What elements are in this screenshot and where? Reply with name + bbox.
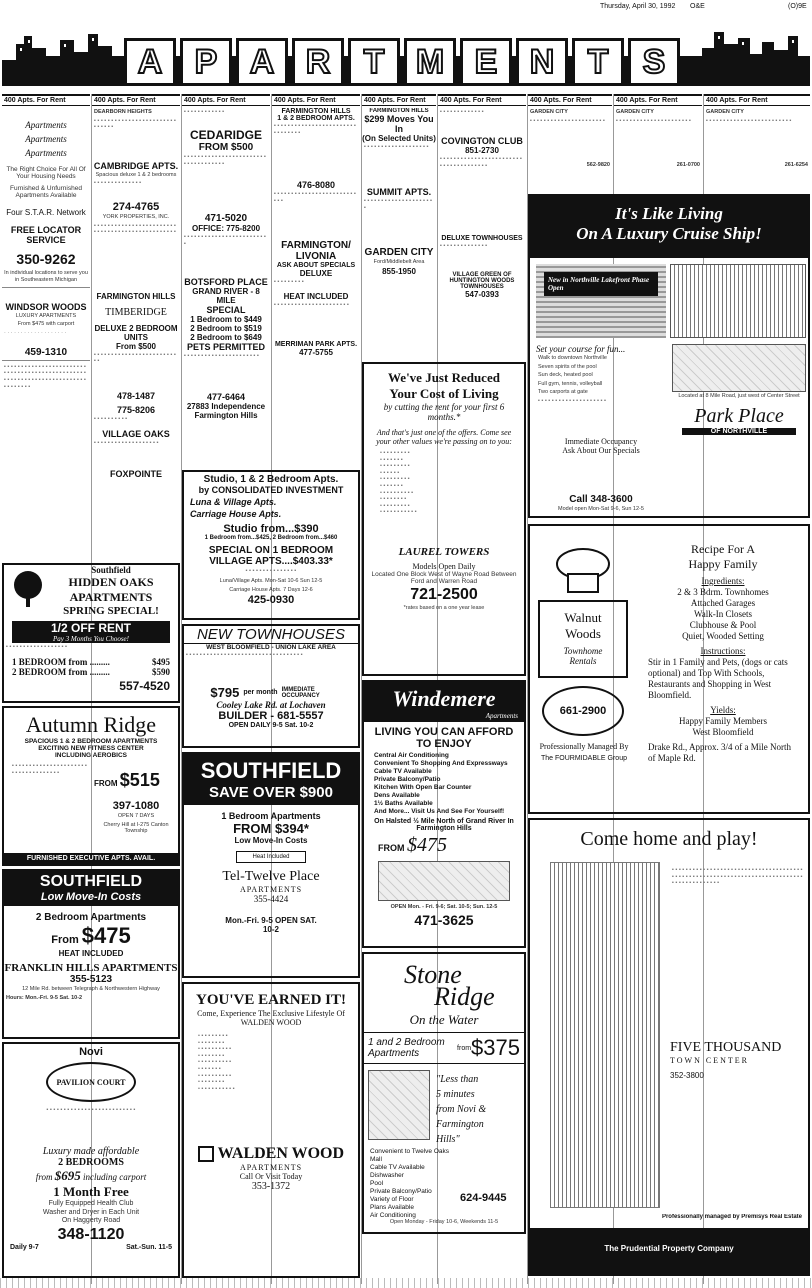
ad-text: LUXURY APARTMENTS (15, 312, 77, 319)
ad-headline: YOU'VE EARNED IT! (195, 992, 346, 1008)
tel-twelve-ad (182, 752, 360, 978)
ad-text: INCLUDING AEROBICS (55, 752, 127, 759)
ad-text: APARTMENTS (239, 1163, 303, 1172)
ad-bullet: Convenient To Shopping And Expressways (374, 760, 508, 767)
ad-text: Washer and Dryer in Each Unit (42, 1208, 140, 1216)
issue-date: Thursday, April 30, 1992 (600, 3, 676, 10)
ad-bullet: Clubhouse & Pool (689, 620, 757, 630)
new-townhouses-ad: NEW TOWNHOUSES WEST BLOOMFIELD - UNION LAKE AREA ▪ ▪ ▪ ▪ ▪ ▪ ▪ ▪ ▪ ▪ ▪ ▪ ▪ ▪ ▪ ▪ ▪ ▪ ▪ ▪ ▪ ▪ ▪ ▪ ▪ ▪ ▪ ▪ ▪ ▪ ▪ ▪ ▪ ▪ $795 per month IMMEDIATE OCCUPANCY Cooley Lake Rd. at Lochaven BUILDER - 681-5557 OPEN DAILY 9-5 Sat. 10-2 (182, 624, 360, 748)
rent-line: 2 BEDROOM from ......... (12, 667, 110, 677)
ad-price: 1 Bedroom to $449 (190, 315, 262, 324)
ad-headline: SOUTHFIELD (184, 754, 358, 784)
phone-number: 851-2730 (465, 146, 499, 155)
phone-number: 661-2900 (542, 686, 624, 736)
walden-logo: WALDEN WOOD (217, 1145, 345, 1162)
autumn-ridge-ad: Autumn Ridge SPACIOUS 1 & 2 BEDROOM APARTMENTS EXCITING NEW FITNESS CENTER INCLUDING AEROBICS ▪ ▪ ▪ ▪ ▪ ▪ ▪ ▪ ▪ ▪ ▪ ▪ ▪ ▪ ▪ ▪ ▪ ▪ ▪ ▪ ▪ ▪ ▪ ▪ ▪ ▪ ▪ ▪ ▪ ▪ ▪ ▪ ▪ ▪ ▪ ▪ FROM $515 397-1080 OPEN 7 DAYS Cherry Hill at I-275 Canton Township FURNISHED EXECUTIVE APTS. AVAIL. (2, 706, 180, 866)
ad-text: Drake Rd., Approx. 3/4 of a Mile North of Maple Rd. (648, 742, 791, 763)
ad-price: Studio from...$390 (223, 523, 319, 535)
walnut-logo: Walnut (564, 610, 602, 625)
ad-subhead: Instructions: (700, 646, 746, 656)
from-label: from (457, 1044, 472, 1052)
ad-hours: Sat.-Sun. 11-5 (126, 1243, 172, 1251)
ad-headline: CEDARIDGE (189, 128, 262, 142)
ad-headline: DELUXE 2 BEDROOM UNITS (94, 323, 178, 342)
ad-headline: 2 BEDROOMS (58, 1157, 124, 1168)
from-label: FROM (94, 779, 118, 788)
ad-price: $695 (54, 1168, 81, 1183)
ad-headline: VILLAGE OAKS (102, 428, 170, 439)
phone-number: 261-0700 (676, 161, 700, 168)
hidden-oaks-ad: Southfield HIDDEN OAKS APARTMENTS SPRING SPECIAL! 1/2 OFF RENT Pay 3 Months You Choose! ▪ ▪ ▪ ▪ ▪ ▪ ▪ ▪ ▪ ▪ ▪ ▪ ▪ ▪ ▪ ▪ ▪ ▪ 1 BEDROOM from ......... $495 2 BEDROOM from ......... $590 557-4520 (2, 563, 180, 703)
ad-subhead: Yields: (710, 705, 736, 715)
ad-text: Located at 8 Mile Road, just west of Center Street (678, 393, 800, 399)
ad-headline: FARMINGTON HILLS (96, 291, 176, 301)
ad-text: Models Open Daily (412, 562, 476, 571)
ad-bullet: Convenient to Twelve Oaks Mall (370, 1148, 450, 1163)
ad-text: (On Selected Units) (362, 134, 436, 143)
ad-text: Carriage House Apts. (190, 509, 282, 519)
ad-quote: Hills" (436, 1134, 460, 1145)
ad-headline: It's Like Living (615, 204, 723, 223)
ad-headline: FARMINGTON HILLS (369, 108, 429, 114)
ad-bullet: Seven spirits of the pool (538, 363, 597, 370)
phone-number: 355-5123 (69, 974, 113, 985)
ad-text: OPEN 7 DAYS (117, 813, 155, 819)
ad-subhead: Set your course for fun... (536, 344, 626, 354)
ad-headline: Studio, 1 & 2 Bedroom Apts. (203, 474, 339, 485)
ad-headline: DEARBORN HEIGHTS (94, 109, 152, 115)
ad-text: Model open Mon-Sat 9-6, Sun 12-5 (558, 506, 644, 512)
phone-number: 775-8206 (116, 404, 156, 415)
ad-text: Cherry Hill at I-275 Canton Township (103, 821, 169, 835)
windemere-logo-sub: Apartments (485, 712, 518, 720)
ad-subhead: Ingredients: (701, 576, 745, 586)
walnut-woods-ad (528, 524, 810, 814)
paper-name: O&E (690, 3, 705, 10)
ad-footer: Professionally managed by Premisys Real Estate (661, 1214, 802, 1220)
from-label: FROM (378, 843, 405, 853)
tower-photo (550, 862, 660, 1208)
ad-headline: GARDEN CITY (530, 109, 568, 115)
laurel-towers-logo: LAUREL TOWERS (398, 546, 490, 558)
phone-number: 425-0930 (247, 594, 295, 607)
phone-number: 274-4765 (112, 201, 160, 214)
classified-column-5: FARMINGTON HILLS $299 Moves You In (On Selected Units) ▪ ▪ ▪ ▪ ▪ ▪ ▪ ▪ ▪ ▪ ▪ ▪ ▪ ▪ ▪ ▪ ▪ ▪ ▪ SUMMIT APTS. ▪ ▪ ▪ ▪ ▪ ▪ ▪ ▪ ▪ ▪ ▪ ▪ ▪ ▪ ▪ ▪ ▪ ▪ ▪ ▪ ▪ GARDEN CITY Ford/Middlebelt Area 855-1950 (362, 108, 436, 276)
column-head: 400 Apts. For Rent (438, 94, 526, 106)
ad-price: $375 (471, 1035, 520, 1060)
ad-hours: Open Monday - Friday 10-6, Weekends 11-5 (389, 1219, 499, 1225)
ad-text: And that's just one of the offers. Come see your other values we're passing on to you: (376, 428, 512, 446)
phone-number: OFFICE: 775-8200 (191, 224, 261, 233)
ad-headline: Your Cost of Living (389, 386, 499, 401)
ad-text: WEST BLOOMFIELD - UNION LAKE AREA (206, 644, 336, 651)
ad-headline: 1 Month Free (53, 1184, 129, 1199)
pavilion-logo: PAVILION COURT (46, 1062, 136, 1102)
ad-bullet: Walk to downtown Northville (538, 355, 607, 361)
ad-headline: Apartments (25, 148, 67, 158)
ad-price: 1 Bedroom from...$425, 2 Bedroom from...$460 (204, 535, 338, 541)
phone-number: 397-1080 (112, 800, 160, 812)
ad-text: Come, Experience The Exclusive Lifestyle Of WALDEN WOOD (197, 1009, 345, 1027)
banner-letter: P (180, 38, 232, 86)
phone-number: 352-3800 (670, 1071, 704, 1080)
classified-column-2: DEARBORN HEIGHTS ▪ ▪ ▪ ▪ ▪ ▪ ▪ ▪ ▪ ▪ ▪ ▪ ▪ ▪ ▪ ▪ ▪ ▪ ▪ ▪ ▪ ▪ ▪ ▪ ▪ ▪ ▪ ▪ ▪ ▪ CAMBRIDGE APTS. Spacious deluxe 1 & 2 bedrooms ▪ ▪ ▪ ▪ ▪ ▪ ▪ ▪ ▪ ▪ ▪ ▪ ▪ ▪ 274-4765 YORK PROPERTIES, INC. ▪ ▪ ▪ ▪ ▪ ▪ ▪ ▪ ▪ ▪ ▪ ▪ ▪ ▪ ▪ ▪ ▪ ▪ ▪ ▪ ▪ ▪ ▪ ▪ ▪ ▪ ▪ ▪ ▪ ▪ ▪ ▪ ▪ ▪ ▪ ▪ ▪ ▪ ▪ ▪ ▪ ▪ ▪ ▪ ▪ ▪ ▪ ▪ FARMINGTON HILLS TIMBERIDGE DELUXE 2 BEDROOM UNITS From $500 ▪ ▪ ▪ ▪ ▪ ▪ ▪ ▪ ▪ ▪ ▪ ▪ ▪ ▪ ▪ ▪ ▪ ▪ ▪ ▪ ▪ ▪ ▪ ▪ ▪ ▪ 478-1487 775-8206 ▪ ▪ ▪ ▪ ▪ ▪ ▪ ▪ ▪ ▪ VILLAGE OAKS ▪ ▪ ▪ ▪ ▪ ▪ ▪ ▪ ▪ ▪ ▪ ▪ ▪ ▪ ▪ ▪ ▪ ▪ ▪ FOXPOINTE (93, 109, 179, 479)
ad-text: Farmington Hills (194, 411, 258, 420)
walden-logo-icon (198, 1146, 214, 1162)
ad-text: On Haggerty Road (61, 1217, 121, 1225)
ad-headline: Happy Family (688, 557, 758, 571)
banner-letter: R (292, 38, 344, 86)
ad-headline: Low Move-In Costs (4, 891, 178, 906)
ad-headline: FARMINGTON HILLS (281, 108, 351, 115)
column-head: 400 Apts. For Rent (614, 94, 702, 106)
ad-quote: "Less than (436, 1074, 479, 1085)
ad-text: by cutting the rent for your first 6 months.* (383, 402, 505, 422)
ad-headline: FARMINGTON/ LIVONIA (281, 240, 351, 262)
ad-hours: Luna/Village Apts. Mon-Sat 10-6 Sun 12-5 (219, 578, 323, 584)
phone-number: 471-5020 (204, 213, 248, 224)
ad-text: Stir in 1 Family and Pets, (dogs or cats optional) and Top With Schools, Restaurants and Shopping in West Bloomfield. (648, 657, 788, 700)
building-photo (670, 264, 806, 338)
ad-price: 2 Bedroom to $519 (190, 324, 262, 333)
phone-number: 459-1310 (24, 346, 68, 358)
ad-text: Furnished & Unfurnished Apartments Available (10, 185, 82, 199)
phone-number: 476-8080 (296, 180, 336, 190)
walnut-logo-sub: Townhome (563, 646, 603, 656)
rent-price: $495 (152, 657, 170, 667)
ad-hours: Carriage House Apts. 7 Days 12-6 (229, 586, 313, 593)
ad-text: Ford/Middlebelt Area (373, 259, 425, 265)
ad-headline: 1 & 2 BEDROOM APTS. (277, 115, 355, 122)
phone-number: 348-1120 (57, 1225, 125, 1243)
ad-bullet: Quiet, Wooded Setting (682, 631, 764, 641)
ad-text: 12 Mile Rd. between Telegraph & Northwestern Highway (22, 986, 160, 992)
ad-text: Located One Block West of Wayne Road Between Ford and Warren Road (371, 571, 517, 585)
ad-bullet: Full gym, tennis, volleyball (538, 380, 603, 387)
ad-headline: PETS PERMITTED (186, 342, 265, 352)
ad-bullet: 1½ Baths Available (374, 800, 433, 807)
ad-headline: WINDSOR WOODS (5, 301, 87, 312)
ad-bullet: Private Balcony/Patio (370, 1188, 432, 1195)
ad-bullet: Two carports at gate (538, 389, 588, 396)
banner-letter: N (516, 38, 568, 86)
ad-text: 1 Bedroom Apartments (221, 811, 321, 821)
ad-headline: FRANKLIN HILLS APARTMENTS (4, 962, 178, 974)
ad-text: From $475 with carport (17, 321, 75, 328)
phone-number: 353-1372 (251, 1181, 291, 1192)
ad-text: SPACIOUS 1 & 2 BEDROOM APARTMENTS (24, 738, 158, 745)
phone-number: 477-5755 (299, 348, 333, 357)
ad-headline: LIVING YOU CAN AFFORD TO ENJOY (374, 726, 514, 750)
ad-footer: FURNISHED EXECUTIVE APTS. AVAIL. (4, 853, 178, 864)
ad-headline: SOUTHFIELD (4, 871, 178, 891)
ad-text: Professionally Managed By (539, 742, 629, 751)
phone-number: 721-2500 (410, 586, 478, 604)
ad-bullet: And More... Visit Us And See For Yourself! (374, 808, 505, 815)
ad-headline: Four S.T.A.R. Network (6, 208, 86, 218)
franklin-hills-ad (2, 869, 180, 1039)
ad-text: Ask About Our Specials (562, 445, 640, 455)
pavilion-court-ad: Novi PAVILION COURT ▪ ▪ ▪ ▪ ▪ ▪ ▪ ▪ ▪ ▪ ▪ ▪ ▪ ▪ ▪ ▪ ▪ ▪ ▪ ▪ ▪ ▪ ▪ ▪ ▪ ▪ Luxury made affordable 2 BEDROOMS from $695 including carport 1 Month Free Fully Equipped Health Club Washer and Dryer in Each Unit On Haggerty Road 348-1120 Daily 9-7 Sat.-Sun. 11-5 (2, 1042, 180, 1278)
phone-number: 350-9262 (16, 251, 76, 268)
ad-bullet: Pool (370, 1180, 384, 1187)
classified-column-6: ▪ ▪ ▪ ▪ ▪ ▪ ▪ ▪ ▪ ▪ ▪ ▪ ▪ COVINGTON CLUB 851-2730 ▪ ▪ ▪ ▪ ▪ ▪ ▪ ▪ ▪ ▪ ▪ ▪ ▪ ▪ ▪ ▪ ▪ ▪ ▪ ▪ ▪ ▪ ▪ ▪ ▪ ▪ ▪ ▪ ▪ ▪ ▪ ▪ ▪ ▪ ▪ ▪ ▪ ▪ DELUXE TOWNHOUSES ▪ ▪ ▪ ▪ ▪ ▪ ▪ ▪ ▪ ▪ ▪ ▪ ▪ ▪ VILLAGE GREEN OF HUNTINGTON WOODS TOWNHOUSES 547-0393 (438, 108, 526, 358)
ad-quote: Farmington (436, 1119, 484, 1130)
ad-tagline: On the Water (409, 1012, 479, 1027)
phone-number: Call 348-3600 (569, 494, 633, 505)
ad-text: Low Move-In Costs (234, 836, 308, 845)
stone-ridge-logo: Stone (404, 960, 462, 989)
ad-bullet: Dens Available (374, 792, 420, 799)
apartments-banner (2, 16, 810, 90)
area-map (368, 1070, 430, 1140)
ad-headline: SPRING SPECIAL! (63, 605, 159, 617)
ad-headline: GARDEN CITY (364, 247, 434, 258)
windemere-ad (362, 680, 526, 948)
ad-hours: Mon.-Fri. 9-5 OPEN SAT. 10-2 (225, 916, 317, 934)
ad-headline: Recipe For A (691, 542, 755, 556)
ad-text: West Bloomfield (692, 727, 754, 737)
walden-wood-ad: YOU'VE EARNED IT! Come, Experience The Exclusive Lifestyle Of WALDEN WOOD • ▪ ▪ ▪ ▪ ▪ ▪ ▪ ▪ • ▪ ▪ ▪ ▪ ▪ ▪ ▪ • ▪ ▪ ▪ ▪ ▪ ▪ ▪ ▪ ▪ • ▪ ▪ ▪ ▪ ▪ ▪ ▪ • ▪ ▪ ▪ ▪ ▪ ▪ ▪ ▪ ▪ • ▪ ▪ ▪ ▪ ▪ ▪ • ▪ ▪ ▪ ▪ ▪ ▪ ▪ ▪ ▪ • ▪ ▪ ▪ ▪ ▪ ▪ ▪ • ▪ ▪ ▪ ▪ ▪ ▪ ▪ ▪ ▪ ▪ WALDEN WOOD APARTMENTS Call Or Visit Today 353-1372 (182, 982, 360, 1278)
banner-letter: S (628, 38, 680, 86)
park-place-logo-sub: OF NORTHVILLE (682, 428, 796, 435)
ad-hours: OPEN DAILY 9-5 Sat. 10-2 (228, 722, 314, 729)
ad-headline: SAVE OVER $900 (184, 784, 358, 805)
ad-text: HEAT INCLUDED (58, 949, 124, 958)
windemere-logo: Windemere (392, 686, 496, 711)
rent-price: $590 (152, 667, 170, 677)
ad-text: Immediate Occupancy (564, 436, 638, 446)
ad-headline: COVINGTON CLUB (441, 136, 523, 146)
ad-price: $475 (81, 923, 131, 948)
ad-text: including carport (82, 1172, 147, 1182)
column-head: 400 Apts. For Rent (704, 94, 810, 106)
ad-headline: Autumn Ridge (25, 712, 157, 737)
rent-line: 1 BEDROOM from ......... (12, 657, 110, 667)
phone-number: 624-9445 (460, 1192, 507, 1204)
ad-headline: by CONSOLIDATED INVESTMENT (198, 485, 344, 495)
page-number: (O)9E (788, 3, 807, 10)
phone-number: BUILDER - 681-5557 (218, 710, 324, 722)
ad-headline: $299 Moves You In (364, 114, 434, 134)
ad-hours: OPEN Mon. - Fri. 9-6; Sat. 10-5; Sun. 12-5 (390, 904, 498, 910)
ad-headline: TIMBERIDGE (105, 306, 167, 318)
ad-text: Spacious deluxe 1 & 2 bedrooms (95, 171, 177, 178)
ad-text: SPECIAL (206, 305, 246, 315)
ad-price: $475 (407, 834, 448, 856)
ad-bullet: Air Conditioning (370, 1212, 416, 1219)
phone-number: 478-1487 (116, 390, 156, 401)
ad-headline: Apartments (25, 134, 67, 144)
ad-price: $795 (210, 685, 240, 700)
banner-letter: T (572, 38, 624, 86)
banner-letter: A (236, 38, 288, 86)
ad-bullet: Variety of Floor (370, 1196, 414, 1203)
ad-headline: FREE LOCATOR SERVICE (10, 225, 82, 246)
consolidated-studio-ad: Studio, 1 & 2 Bedroom Apts. by CONSOLIDATED INVESTMENT Luna & Village Apts. Carriage House Apts. Studio from...$390 1 Bedroom from...$425, 2 Bedroom from...$460 SPECIAL ON 1 BEDROOM VILLAGE APTS....$403.33* ▪ ▪ ▪ ▪ ▪ ▪ ▪ ▪ ▪ ▪ ▪ ▪ ▪ ▪ ▪ Luna/Village Apts. Mon-Sat 10-6 Sun 12-5 Carriage House Apts. 7 Days 12-6 425-0930 (182, 470, 360, 620)
ad-headline: We've Just Reduced (388, 370, 500, 385)
phone-number: 471-3625 (414, 911, 474, 928)
phone-number: 855-1950 (382, 266, 416, 276)
ad-text: per month (243, 689, 278, 696)
ad-text: 1 and 2 Bedroom Apartments (368, 1037, 445, 1059)
area-map (672, 344, 806, 392)
ad-text: EXCITING NEW FITNESS CENTER (38, 745, 144, 752)
park-place-ad: It's Like Living On A Luxury Cruise Ship! New in Northville Lakefront Phase Open Set your course for fun... Walk to downtown Northville Seven spirits of the pool Sun deck, heated pool Full gym, tennis, volleyball Two carports at gate ▪ ▪ ▪ ▪ ▪ ▪ ▪ ▪ ▪ ▪ ▪ ▪ ▪ ▪ ▪ ▪ ▪ ▪ ▪ ▪ Immediate Occupancy Ask About Our Specials Located at 8 Mile Road, just west of Center Street Park Place OF NORTHVILLE Call 348-3600 Model open Mon-Sat 9-6, Sun 12-5 (528, 194, 810, 518)
phone-number: 547-0393 (465, 290, 499, 299)
phone-number: 261-6254 (784, 161, 808, 168)
stone-ridge-ad (362, 952, 526, 1234)
ad-text: 2 Bedroom Apartments (35, 912, 147, 923)
ad-text: Southfield (91, 565, 131, 575)
ad-headline: DELUXE TOWNHOUSES (441, 235, 523, 242)
banner-title (122, 38, 682, 86)
ad-text: Happy Family Members (679, 716, 767, 726)
ad-bullet: Sun deck, heated pool (538, 372, 593, 379)
ad-headline: FOXPOINTE (109, 468, 162, 479)
five-thousand-logo-sub: TOWN CENTER (670, 1056, 749, 1065)
ad-text: DELUXE (299, 269, 333, 278)
ad-bullet: Cable TV Available (370, 1164, 425, 1171)
ad-bullet: 2 & 3 Bdrm. Townhomes (677, 587, 769, 597)
ad-text: APARTMENTS (239, 885, 303, 894)
ad-headline: On A Luxury Cruise Ship! (576, 224, 762, 243)
area-map (378, 861, 510, 901)
ad-headline: SPECIAL ON 1 BEDROOM (208, 545, 334, 556)
ad-headline: GARDEN CITY (706, 109, 744, 115)
classified-column-7: GARDEN CITY ▪ ▪ ▪ ▪ ▪ ▪ ▪ ▪ ▪ ▪ ▪ ▪ ▪ ▪ ▪ ▪ ▪ ▪ ▪ ▪ ▪ ▪ 562-9820 (530, 109, 610, 168)
ad-text: The Right Choice For All Of Your Housing Needs (6, 166, 86, 180)
chef-illustration (538, 546, 628, 596)
ad-text: Cooley Lake Rd. at Lochaven (216, 700, 326, 710)
classified-column-1: Apartments Apartments Apartments The Right Choice For All Of Your Housing Needs Furnished & Unfurnished Apartments Available Four S.T.A.R. Network FREE LOCATOR SERVICE 350-9262 In individual locations to serve you in Southeastern Michigan WINDSOR WOODS LUXURY APARTMENTS From $475 with carport · · · · · · · · · · · · · · · · · · · 459-1310 ▪ ▪ ▪ ▪ ▪ ▪ ▪ ▪ ▪ ▪ ▪ ▪ ▪ ▪ ▪ ▪ ▪ ▪ ▪ ▪ ▪ ▪ ▪ ▪ ▪ ▪ ▪ ▪ ▪ ▪ ▪ ▪ ▪ ▪ ▪ ▪ ▪ ▪ ▪ ▪ ▪ ▪ ▪ ▪ ▪ ▪ ▪ ▪ ▪ ▪ ▪ ▪ ▪ ▪ ▪ ▪ ▪ ▪ ▪ ▪ ▪ ▪ ▪ ▪ ▪ ▪ ▪ ▪ ▪ ▪ ▪ ▪ ▪ ▪ ▪ ▪ ▪ ▪ ▪ ▪ (2, 108, 90, 563)
ad-headline: CAMBRIDGE APTS. (93, 160, 179, 171)
ad-text: Call Or Visit Today (239, 1172, 303, 1181)
ad-bullet: Central Air Conditioning (374, 752, 449, 759)
ad-headline: SUMMIT APTS. (366, 187, 432, 197)
five-thousand-logo: FIVE THOUSAND (670, 1040, 782, 1055)
ad-footnote: *rates based on a one year lease (403, 605, 485, 612)
offer-banner-sub: Pay 3 Months You Choose! (12, 635, 170, 643)
ad-bullet: Cable TV Available (374, 768, 432, 775)
ad-text: The FOURMIDABLE Group (541, 755, 627, 762)
ad-bullet: Attached Garages (690, 598, 756, 608)
ad-text: Fully Equipped Health Club (48, 1200, 134, 1207)
ad-badge: Heat Included (236, 851, 306, 863)
ad-headline: Tel-Twelve Place (222, 869, 320, 884)
ad-text: On Halsted ½ Mile North of Grand River In Farmington Hills (374, 818, 514, 832)
ad-headline: Apartments (25, 120, 67, 130)
ad-bullet: Plans Available (370, 1204, 414, 1211)
ad-headline: HIDDEN OAKS (68, 575, 154, 589)
ad-tag: New in Northville Lakefront Phase Open (544, 272, 658, 296)
ad-text: GRAND RIVER - 8 MILE (192, 287, 260, 305)
column-head: 400 Apts. For Rent (528, 94, 612, 106)
phone-number: 557-4520 (119, 679, 170, 693)
column-head: 400 Apts. For Rent (92, 94, 180, 106)
ad-text: Hours: Mon.-Fri. 9-5 Sat. 10-2 (6, 994, 83, 1001)
ad-price: FROM $394* (233, 821, 309, 836)
ad-price: From $500 (115, 341, 157, 351)
page-header (0, 0, 812, 15)
classified-column-9: GARDEN CITY ▪ ▪ ▪ ▪ ▪ ▪ ▪ ▪ ▪ ▪ ▪ ▪ ▪ ▪ ▪ ▪ ▪ ▪ ▪ ▪ ▪ ▪ ▪ ▪ ▪ 261-6254 (706, 109, 808, 168)
ad-text: Luxury made affordable (42, 1146, 140, 1157)
ad-quote: from Novi & (436, 1104, 487, 1115)
ad-headline: Come home and play! (580, 828, 758, 850)
ad-text: Luna & Village Apts. (190, 497, 277, 507)
ad-headline: GARDEN CITY (616, 109, 654, 115)
ad-headline: VILLAGE GREEN OF HUNTINGTON WOODS TOWNHOUSES (449, 272, 515, 290)
classified-column-3: ▪ ▪ ▪ ▪ ▪ ▪ ▪ ▪ ▪ ▪ ▪ ▪ CEDARIDGE FROM $500 ▪ ▪ ▪ ▪ ▪ ▪ ▪ ▪ ▪ ▪ ▪ ▪ ▪ ▪ ▪ ▪ ▪ ▪ ▪ ▪ ▪ ▪ ▪ ▪ ▪ ▪ ▪ ▪ ▪ ▪ ▪ ▪ ▪ ▪ ▪ ▪ 471-5020 OFFICE: 775-8200 ▪ ▪ ▪ ▪ ▪ ▪ ▪ ▪ ▪ ▪ ▪ ▪ ▪ ▪ ▪ ▪ ▪ ▪ ▪ ▪ ▪ ▪ ▪ ▪ ▪ BOTSFORD PLACE GRAND RIVER - 8 MILE SPECIAL 1 Bedroom to $449 2 Bedroom to $519 2 Bedroom to $649 PETS PERMITTED ▪ ▪ ▪ ▪ ▪ ▪ ▪ ▪ ▪ ▪ ▪ ▪ ▪ ▪ ▪ ▪ ▪ ▪ ▪ ▪ ▪ ▪ 477-6464 27883 Independence Farmington Hills (182, 108, 270, 468)
banner-letter: E (460, 38, 512, 86)
ad-price: VILLAGE APTS....$403.33* (209, 556, 333, 567)
walnut-logo-sub: Rentals (569, 656, 597, 666)
banner-letter: M (404, 38, 456, 86)
ad-text: 27883 Independence (186, 402, 266, 411)
ship-illustration (536, 264, 666, 338)
column-head: 400 Apts. For Rent (272, 94, 360, 106)
tree-logo (8, 569, 48, 609)
banner-letter: T (348, 38, 400, 86)
ad-hours: Daily 9-7 (10, 1243, 39, 1251)
ad-headline: APARTMENTS (69, 590, 153, 604)
ad-text: HEAT INCLUDED (283, 292, 349, 301)
banner-letter: A (124, 38, 176, 86)
column-head: 400 Apts. For Rent (182, 94, 270, 106)
ad-quote: 5 minutes (436, 1089, 475, 1100)
phone-number: 562-9820 (586, 161, 610, 168)
ad-text: YORK PROPERTIES, INC. (102, 214, 170, 221)
ad-headline: NEW TOWNHOUSES (184, 626, 358, 644)
five-thousand-ad: Come home and play! ▪ ▪ ▪ ▪ ▪ ▪ ▪ ▪ ▪ ▪ ▪ ▪ ▪ ▪ ▪ ▪ ▪ ▪ ▪ ▪ ▪ ▪ ▪ ▪ ▪ ▪ ▪ ▪ ▪ ▪ ▪ ▪ ▪ ▪ ▪ ▪ ▪ ▪ ▪ ▪ ▪ ▪ ▪ ▪ ▪ ▪ ▪ ▪ ▪ ▪ ▪ ▪ ▪ ▪ ▪ ▪ ▪ ▪ ▪ ▪ ▪ ▪ ▪ ▪ ▪ ▪ ▪ ▪ ▪ ▪ ▪ ▪ ▪ ▪ ▪ ▪ ▪ ▪ ▪ ▪ ▪ ▪ ▪ ▪ ▪ ▪ ▪ ▪ ▪ ▪ FIVE THOUSAND TOWN CENTER 352-3800 Professionally managed by Premisys Real Estate The Prudential Property Company (528, 818, 810, 1276)
from-label: from (35, 1172, 53, 1182)
ad-text: ASK ABOUT SPECIALS (276, 262, 356, 269)
offer-banner: 1/2 OFF RENT (12, 621, 170, 635)
ad-bullet: Walk-In Closets (693, 609, 753, 619)
laurel-towers-ad: We've Just Reduced Your Cost of Living by cutting the rent for your first 6 months.* And that's just one of the offers. Come see your other values we're passing on to you: • ▪ ▪ ▪ ▪ ▪ ▪ ▪ ▪ • ▪ ▪ ▪ ▪ ▪ ▪ • ▪ ▪ ▪ ▪ ▪ ▪ ▪ ▪ • ▪ ▪ ▪ ▪ ▪ • ▪ ▪ ▪ ▪ ▪ ▪ ▪ ▪ • ▪ ▪ ▪ ▪ ▪ ▪ • ▪ ▪ ▪ ▪ ▪ ▪ ▪ ▪ ▪ • ▪ ▪ ▪ ▪ ▪ ▪ ▪ • ▪ ▪ ▪ ▪ ▪ ▪ ▪ ▪ • ▪ ▪ ▪ ▪ ▪ ▪ ▪ ▪ ▪ ▪ LAUREL TOWERS Models Open Daily Located One Block West of Wayne Road Between Ford and Warren Road 721-2500 *rates based on a one year lease (362, 362, 526, 676)
phone-number: 355-4424 (253, 894, 289, 904)
ad-text: IMMEDIATE OCCUPANCY (281, 686, 320, 699)
ad-text: Novi (79, 1046, 103, 1058)
ad-headline: BOTSFORD PLACE (184, 277, 268, 287)
from-label: From (51, 934, 79, 946)
walnut-logo: Woods (565, 626, 601, 641)
column-head: 400 Apts. For Rent (362, 94, 436, 106)
ad-price: $515 (119, 770, 160, 790)
phone-number: 477-6464 (206, 392, 246, 402)
ad-price: 2 Bedroom to $649 (190, 333, 262, 342)
park-place-logo: Park Place (694, 404, 784, 427)
ad-text: In individual locations to serve you in Southeastern Michigan (4, 270, 88, 283)
column-head: 400 Apts. For Rent (2, 94, 90, 106)
stone-ridge-logo: Ridge (434, 982, 495, 1011)
classified-column-8: GARDEN CITY ▪ ▪ ▪ ▪ ▪ ▪ ▪ ▪ ▪ ▪ ▪ ▪ ▪ ▪ ▪ ▪ ▪ ▪ ▪ ▪ ▪ ▪ 261-0700 (616, 109, 700, 168)
ad-headline: MERRIMAN PARK APTS. (274, 341, 358, 348)
classified-column-4: FARMINGTON HILLS 1 & 2 BEDROOM APTS. ▪ ▪ ▪ ▪ ▪ ▪ ▪ ▪ ▪ ▪ ▪ ▪ ▪ ▪ ▪ ▪ ▪ ▪ ▪ ▪ ▪ ▪ ▪ ▪ ▪ ▪ ▪ ▪ ▪ ▪ ▪ ▪ 476-8080 ▪ ▪ ▪ ▪ ▪ ▪ ▪ ▪ ▪ ▪ ▪ ▪ ▪ ▪ ▪ ▪ ▪ ▪ ▪ ▪ ▪ ▪ ▪ ▪ ▪ ▪ ▪ FARMINGTON/ LIVONIA ASK ABOUT SPECIALS DELUXE ▪ ▪ ▪ ▪ ▪ ▪ ▪ ▪ ▪ HEAT INCLUDED ▪ ▪ ▪ ▪ ▪ ▪ ▪ ▪ ▪ ▪ ▪ ▪ ▪ ▪ ▪ ▪ ▪ ▪ ▪ ▪ ▪ ▪ MERRIMAN PARK APTS. 477-5755 (272, 108, 360, 468)
ad-price: FROM $500 (198, 142, 254, 153)
prudential-banner: The Prudential Property Company (530, 1228, 808, 1274)
ad-bullet: Private Balcony/Patio (374, 776, 441, 783)
ad-bullet: Dishwasher (370, 1172, 404, 1179)
ad-bullet: Kitchen With Open Bar Counter (374, 784, 472, 791)
